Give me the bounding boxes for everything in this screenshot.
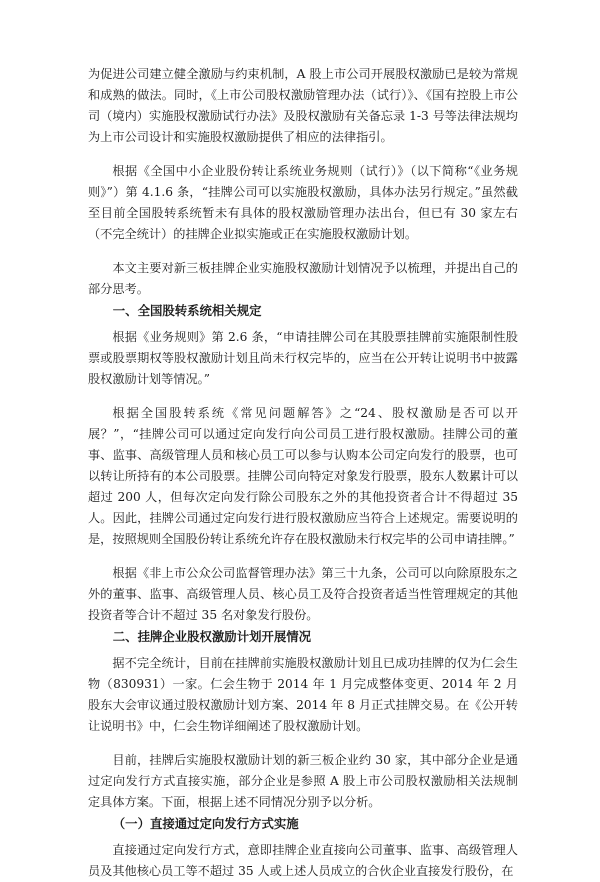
post-listing-paragraph: 目前，挂牌后实施股权激励计划的新三板企业约 30 家，其中部分企业是通过定向发行方式直接实施，部分企业是参照 A 股上市公司股权激励相关法规制定具体方案。下面，根据上述不同情况分别予以分析。 [88, 753, 518, 809]
business-rules-paragraph: 根据《全国中小企业股份转让系统业务规则（试行）》（以下简称“《业务规则》”）第 4.1.6 条，“挂牌公司可以实施股权激励，具体办法另行规定。”虽然截至目前全国股转系统暂未有具体的股权激励管理办法出台，但已有 30 家左右（不完全统计）的挂牌企业拟实施或正在实施股权激励计划。 [88, 164, 518, 241]
public-company-rule-paragraph: 根据《非上市公众公司监督管理办法》第三十九条，公司可以向除原股东之外的董事、监事、高级管理人员、核心员工及符合投资者适当性管理规定的其他投资者等合计不超过 35 名对象发行股份。 [88, 566, 518, 622]
section-heading-2: 二、挂牌企业股权激励计划开展情况 [112, 629, 312, 644]
direct-issuance-paragraph: 直接通过定向发行方式，意即挂牌企业直接向公司董事、监事、高级管理人员及其他核心员工等不超过 35 人或上述人员成立的合伙企业直接发行股份，在 [88, 843, 518, 878]
section-heading-1: 一、全国股转系统相关规定 [112, 303, 262, 318]
faq-paragraph: 根据全国股转系统《常见问题解答》之“24、股权激励是否可以开展？”，“挂牌公司可以通过定向发行向公司员工进行股权激励。挂牌公司的董事、监事、高级管理人员和核心员工可以参与认购本公司定向发行的股票，也可以转让所持有的本公司股票。挂牌公司向特定对象发行股票，股东人数累计可以超过 200 人，但每次定向发行除公司股东之外的其他投资者合计不得超过 35 人。因此，挂牌公司通过定向发行进行股权激励应当符合上述规定。需要说明的是，按照规则全国股份转让系统允许存在股权激励未行权完毕的公司申请挂牌。” [88, 406, 518, 546]
document-page [88, 64, 518, 882]
summary-paragraph: 本文主要对新三板挂牌企业实施股权激励计划情况予以梳理，并提出自己的部分思考。 [88, 261, 518, 296]
pre-listing-paragraph: 据不完全统计，目前在挂牌前实施股权激励计划且已成功挂牌的仅为仁会生物（830931）一家。仁会生物于 2014 年 1 月完成整体变更、2014 年 2 月股东大会审议通过股权激励计划方案、2014 年 8 月正式挂牌交易。在《公开转让说明书》中，仁会生物详细阐述了股权激励计划。 [88, 656, 518, 733]
intro-paragraph: 为促进公司建立健全激励与约束机制，A 股上市公司开展股权激励已是较为常规和成熟的做法。同时，《上市公司股权激励管理办法（试行）》、《国有控股上市公司（境内）实施股权激励试行办法》及股权激励有关备忘录 1-3 号等法律法规均为上市公司设计和实施股权激励提供了相应的法律指引。 [88, 67, 518, 144]
subsection-heading-1: （一）直接通过定向发行方式实施 [112, 816, 299, 831]
rule-2-6-paragraph: 根据《业务规则》第 2.6 条，“申请挂牌公司在其股票挂牌前实施限制性股票或股票期权等股权激励计划且尚未行权完毕的，应当在公开转让说明书中披露股权激励计划等情况。” [88, 330, 518, 386]
